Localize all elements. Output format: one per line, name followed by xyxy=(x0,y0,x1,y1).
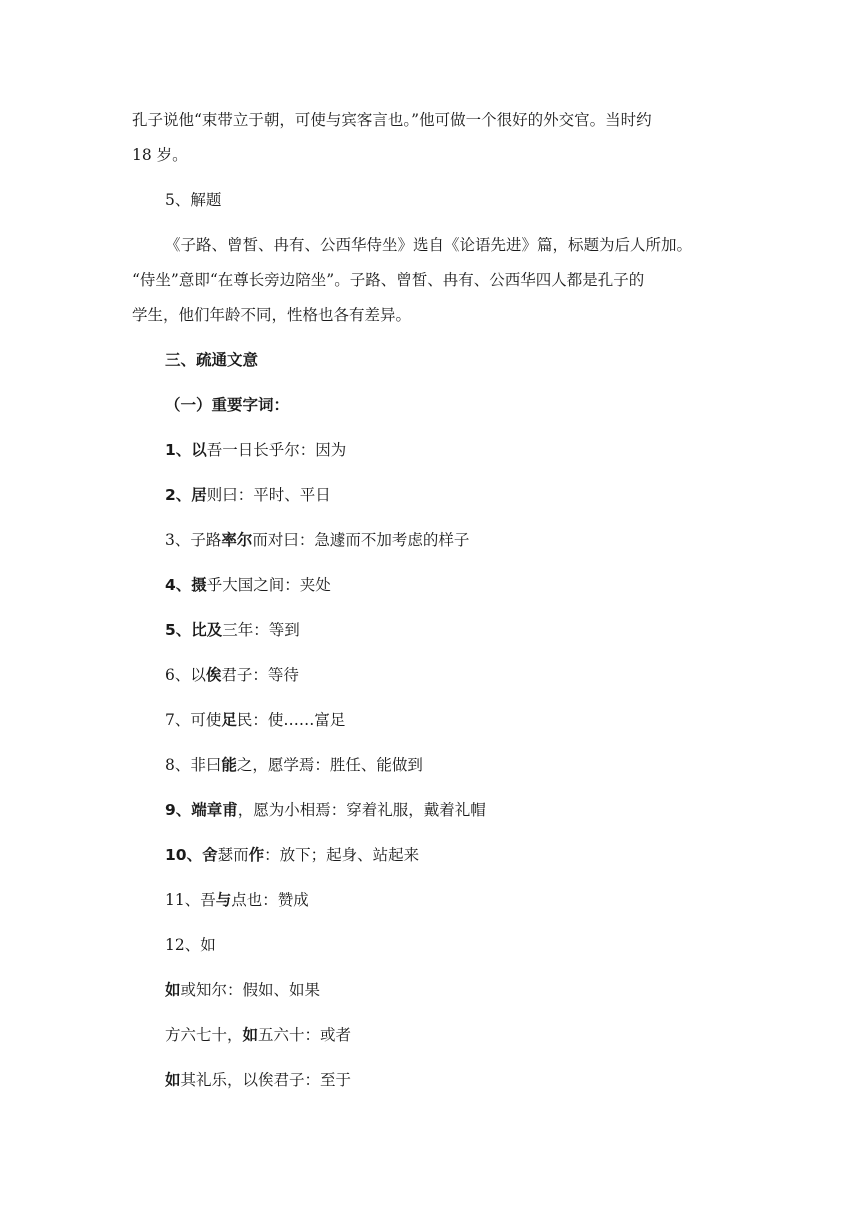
item-text: 8、非曰 xyxy=(165,756,222,774)
list-item xyxy=(165,980,765,1000)
item-text: 之，愿学焉：胜任、能做到 xyxy=(236,756,423,774)
item-keyword: 作 xyxy=(248,846,265,864)
list-item xyxy=(165,440,765,460)
item-text: ，愿为小相焉：穿着礼服，戴着礼帽 xyxy=(237,801,486,819)
item-text: 三年：等到 xyxy=(222,621,300,639)
list-item xyxy=(165,1070,765,1090)
list-item xyxy=(165,710,765,730)
list-item xyxy=(165,530,765,550)
list-item xyxy=(165,845,765,865)
item-text: 吾一日长乎尔：因为 xyxy=(206,441,347,459)
item-text: 11、吾 xyxy=(165,891,216,909)
list-item xyxy=(165,575,765,595)
item-text: 五六十：或者 xyxy=(258,1026,352,1044)
item-keyword: 1、以 xyxy=(165,441,207,459)
item-text: 3、子路 xyxy=(165,531,222,549)
item-text: 民：使……富足 xyxy=(236,711,346,729)
subsection-title xyxy=(165,395,765,415)
item-keyword: 俟 xyxy=(205,666,222,684)
item-text: 而对曰：急遽而不加考虑的样子 xyxy=(252,531,470,549)
item-text: ：放下；起身、站起来 xyxy=(264,846,420,864)
item-keyword: 与 xyxy=(215,891,232,909)
item-keyword: 能 xyxy=(221,756,237,774)
item-keyword: 如 xyxy=(165,1071,181,1089)
item-keyword: 2、居 xyxy=(165,486,207,504)
list-item xyxy=(165,890,765,910)
subsection-title-text: （一）重要字词： xyxy=(165,396,290,414)
item-keyword: 10、舍 xyxy=(165,846,218,864)
list-item xyxy=(165,1025,765,1045)
item-text: 7、可使 xyxy=(165,711,222,729)
item-keyword: 足 xyxy=(221,711,237,729)
paragraph-line: 学生，他们年龄不同，性格也各有差异。 xyxy=(132,306,412,324)
section-heading: 5、解题 xyxy=(165,191,222,209)
item-keyword: 率尔 xyxy=(221,531,253,549)
item-text: 君子：等待 xyxy=(221,666,299,684)
item-keyword: 如 xyxy=(242,1026,259,1044)
item-text: 12、如 xyxy=(165,936,216,954)
item-keyword: 5、比及 xyxy=(165,621,223,639)
paragraph-line: “侍坐”意即“在尊长旁边陪坐”。子路、曾皙、冉有、公西华四人都是孔子的 xyxy=(132,271,645,289)
item-text: 瑟而 xyxy=(217,846,249,864)
item-keyword: 4、摄 xyxy=(165,576,207,594)
item-keyword: 如 xyxy=(165,981,181,999)
item-text: 6、以 xyxy=(165,666,206,684)
item-text: 乎大国之间：夹处 xyxy=(206,576,331,594)
paragraph-line: 《子路、曾皙、冉有、公西华侍坐》选自《论语先进》篇，标题为后人所加。 xyxy=(165,236,693,254)
list-item xyxy=(165,620,765,640)
item-keyword: 9、端章甫 xyxy=(165,801,238,819)
item-text: 点也：赞成 xyxy=(231,891,309,909)
item-text: 方六七十， xyxy=(165,1026,243,1044)
list-item xyxy=(165,755,765,775)
list-item xyxy=(165,800,765,820)
item-text: 或知尔：假如、如果 xyxy=(180,981,321,999)
paragraph-line: 孔子说他“束带立于朝，可使与宾客言也。”他可做一个很好的外交官。当时约 xyxy=(132,111,652,129)
section-title: 三、疏通文意 xyxy=(165,351,259,369)
list-item xyxy=(165,935,765,955)
item-text: 其礼乐，以俟君子：至于 xyxy=(180,1071,352,1089)
list-item xyxy=(165,665,765,685)
list-item xyxy=(165,485,765,505)
item-text: 则曰：平时、平日 xyxy=(206,486,331,504)
paragraph-line: 18 岁。 xyxy=(132,146,188,164)
